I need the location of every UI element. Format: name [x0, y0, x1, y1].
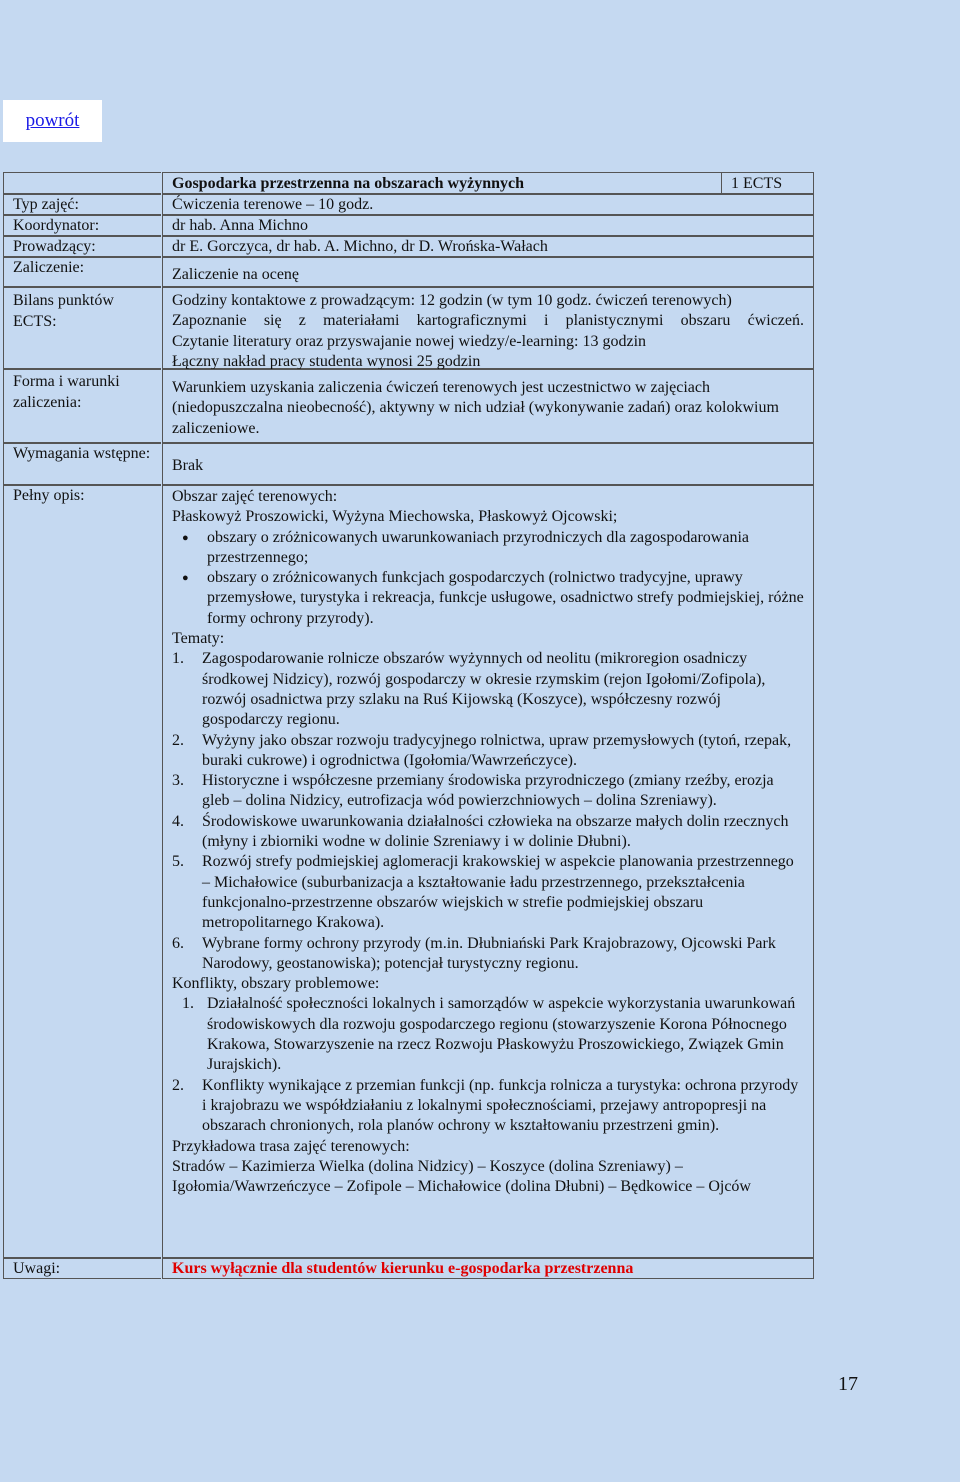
item-number: 2. — [172, 1076, 184, 1094]
course-coordinator: dr hab. Anna Michno — [162, 215, 814, 236]
list-item — [172, 1076, 804, 1137]
topics-list — [172, 649, 804, 974]
back-link[interactable]: powrót — [3, 100, 102, 142]
label-ects-balance: Bilans punktów ECTS: — [3, 287, 161, 369]
list-item — [172, 649, 804, 730]
label-blank — [3, 172, 161, 194]
ects-balance-line: Zapoznanie się z materiałami kartograficznymi i planistycznymi obszaru ćwiczeń. — [172, 312, 804, 330]
course-title: Gospodarka przestrzenna na obszarach wyżynnych — [172, 175, 525, 192]
label-credit-form: Forma i warunki zaliczenia: — [3, 369, 161, 443]
list-item — [172, 812, 804, 853]
item-text: Wybrane formy ochrony przyrody (m.in. Dłubniański Park Krajobrazowy, Ojcowski Park Narodowy, geostanowiska); potencjał turystyczny regionu. — [202, 934, 776, 972]
label-remarks: Uwagi: — [3, 1258, 161, 1279]
list-item: ● obszary o zróżnicowanych uwarunkowaniach przyrodniczych dla zagospodarowania przestrzennego; — [172, 528, 804, 569]
title-row — [162, 172, 814, 194]
item-number: 5. — [172, 853, 184, 871]
label-prerequisites: Wymagania wstępne: — [3, 443, 161, 485]
label-full-description: Pełny opis: — [3, 485, 161, 1258]
item-number: 1. — [182, 995, 194, 1013]
route-heading: Przykładowa trasa zajęć terenowych: — [172, 1137, 410, 1155]
list-item: ● obszary o zróżnicowanych funkcjach gospodarczych (rolnictwo tradycyjne, uprawy przemysłowe, turystyka i rekreacja, funkcje usługowe, osadnictwo strefy podmiejskiej, różne formy ochrony przyrody). — [172, 568, 804, 629]
label-instructors: Prowadzący: — [3, 236, 161, 257]
remarks: Kurs wyłącznie dla studentów kierunku e-gospodarka przestrzenna — [162, 1258, 814, 1279]
area-text: Płaskowyż Proszowicki, Wyżyna Miechowska, Płaskowyż Ojcowski; — [172, 508, 618, 526]
conflicts-list — [172, 994, 804, 1136]
item-number: 6. — [172, 934, 184, 952]
ects-balance-line: Czytanie literatury oraz przyswajanie nowej wiedzy/e-learning: 13 godzin — [172, 332, 647, 350]
route-text: Stradów – Kazimierza Wielka (dolina Nidzicy) – Koszyce (dolina Szreniawy) – Igołomia/Wawrzeńczyce – Zofipole – Michałowice (dolina Dłubni) – Będkowice – Ojców — [172, 1157, 751, 1196]
item-text: Działalność społeczności lokalnych i samorządów w aspekcie wykorzystania uwarunkowań środowiskowych dla rozwoju gospodarczego regionu (stowarzyszenie Korona Północnego Krakowa, Stowarzyszenie na rzecz Rozwoju Płaskowyżu Proszowickiego, Związek Gmin Jurajskich). — [207, 995, 796, 1074]
list-item — [172, 994, 804, 1075]
course-credit: Zaliczenie na ocenę — [162, 257, 814, 287]
list-item — [172, 771, 804, 812]
conflicts-heading: Konflikty, obszary problemowe: — [172, 975, 380, 993]
item-text: Wyżyny jako obszar rozwoju tradycyjnego rolnictwa, upraw przemysłowych (tytoń, rzepak, buraki cukrowe) i ogrodnictwa (Igołomia/Wawrzeńczyce). — [202, 731, 792, 769]
topics-heading: Tematy: — [172, 630, 225, 648]
item-text: Rozwój strefy podmiejskiej aglomeracji krakowskiej w aspekcie planowania przestrzennego – Michałowice (suburbanizacja a kształtowanie ładu przestrzennego, przekształcenia funkcjonalno-przestrzenne obszarów wiejskich w strefie podmiejskiej obszaru metropolitarnego Krakowa). — [202, 853, 794, 932]
page-number: 17 — [838, 1373, 858, 1395]
area-bullets — [172, 528, 804, 629]
ects-balance-line: Godziny kontaktowe z prowadzącym: 12 godzin (w tym 10 godz. ćwiczeń terenowych) — [172, 292, 732, 309]
label-type: Typ zajęć: — [3, 194, 161, 215]
item-number: 1. — [172, 650, 184, 668]
course-type: Ćwiczenia terenowe – 10 godz. — [162, 194, 814, 215]
list-item — [172, 731, 804, 772]
credit-form: Warunkiem uzyskania zaliczenia ćwiczeń terenowych jest uczestnictwo w zajęciach (niedopuszczalna nieobecność), aktywny w nich udział (wykonywanie zadań) oraz kolokwium zaliczeniowe. — [162, 369, 814, 443]
item-number: 4. — [172, 812, 184, 830]
list-item — [172, 934, 804, 975]
item-number: 3. — [172, 772, 184, 790]
label-credit: Zaliczenie: — [3, 257, 161, 287]
item-text: Środowiskowe uwarunkowania działalności człowieka na obszarze małych dolin rzecznych (młyny i zbiorniki wodne w dolinie Szreniawy i w dolinie Dłubni). — [202, 812, 789, 851]
item-text: Konflikty wynikające z przemian funkcji (np. funkcja rolnicza a turystyka: ochrona przyrody i krajobrazu we współdziałaniu z lokalnymi społecznościami, przejawy antropopresji na obszarach chronionych, rola planów ochrony w kształtowaniu przestrzeni gmin). — [202, 1076, 799, 1135]
area-heading: Obszar zajęć terenowych: — [172, 488, 338, 505]
item-text: Zagospodarowanie rolnicze obszarów wyżynnych od neolitu (mikroregion osadniczy środkowej Nidzicy), rozwój gospodarczy w okresie rzymskim (rejon Igołomi/Zofipola), rozwój osadnictwa przy szlaku na Ruś Kijowską (Koszyce), współczesny rozwój gospodarczy regionu. — [202, 650, 766, 729]
ects-balance-line: Łączny nakład pracy studenta wynosi 25 godzin — [172, 352, 481, 370]
item-number: 2. — [172, 731, 184, 749]
ects-balance — [162, 287, 814, 369]
list-item — [172, 852, 804, 933]
label-coordinator: Koordynator: — [3, 215, 161, 236]
item-text: Historyczne i współczesne przemiany środowiska przyrodniczego (zmiany rzeźby, erozja gleb – dolina Nidzicy, eutrofizacja wód powierzchniowych – dolina Szreniawy). — [202, 772, 774, 810]
prerequisites: Brak — [162, 443, 814, 485]
ects-value: 1 ECTS — [721, 173, 813, 195]
full-description — [162, 485, 814, 1258]
course-instructors: dr E. Gorczyca, dr hab. A. Michno, dr D. Wrońska-Wałach — [162, 236, 814, 257]
